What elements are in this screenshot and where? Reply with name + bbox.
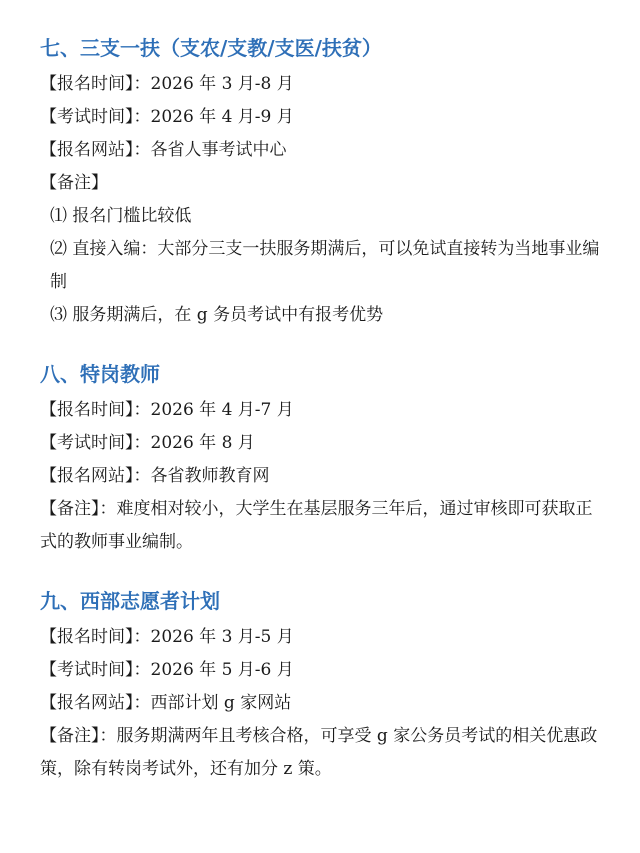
signup-website: 【报名网站】：各省教师教育网 bbox=[40, 466, 270, 486]
exam-time: 【考试时间】：2026 年 8 月 bbox=[40, 433, 255, 453]
section-heading: 九、西部志愿者计划 bbox=[40, 589, 220, 613]
document bbox=[40, 34, 600, 786]
remarks: 【备注】：难度相对较小，大学生在基层服务三年后，通过审核即可获取正式的教师事业编制。 bbox=[40, 499, 593, 552]
section-tegang-teacher bbox=[40, 360, 600, 559]
exam-time: 【考试时间】：2026 年 5 月-6 月 bbox=[40, 660, 294, 680]
note-item: ⑵ 直接入编：大部分三支一扶服务期满后，可以免试直接转为当地事业编制 bbox=[50, 239, 600, 292]
remarks: 【备注】：服务期满两年且考核合格，可享受 g 家公务员考试的相关优惠政策，除有转岗考试外，还有加分 z 策。 bbox=[40, 726, 598, 779]
section-sanzhiyifu bbox=[40, 34, 600, 332]
signup-time: 【报名时间】：2026 年 3 月-8 月 bbox=[40, 74, 294, 94]
remarks-label: 【备注】 bbox=[40, 173, 108, 193]
section-heading: 八、特岗教师 bbox=[40, 362, 160, 386]
section-western-volunteer bbox=[40, 587, 600, 786]
note-item: ⑶ 服务期满后，在 g 务员考试中有报考优势 bbox=[50, 305, 384, 325]
exam-time: 【考试时间】：2026 年 4 月-9 月 bbox=[40, 107, 294, 127]
signup-website: 【报名网站】：各省人事考试中心 bbox=[40, 140, 287, 160]
note-item: ⑴ 报名门槛比较低 bbox=[50, 206, 192, 226]
signup-time: 【报名时间】：2026 年 3 月-5 月 bbox=[40, 627, 294, 647]
section-heading: 七、三支一扶（支农/支教/支医/扶贫） bbox=[40, 36, 382, 60]
signup-website: 【报名网站】：西部计划 g 家网站 bbox=[40, 693, 292, 713]
signup-time: 【报名时间】：2026 年 4 月-7 月 bbox=[40, 400, 294, 420]
